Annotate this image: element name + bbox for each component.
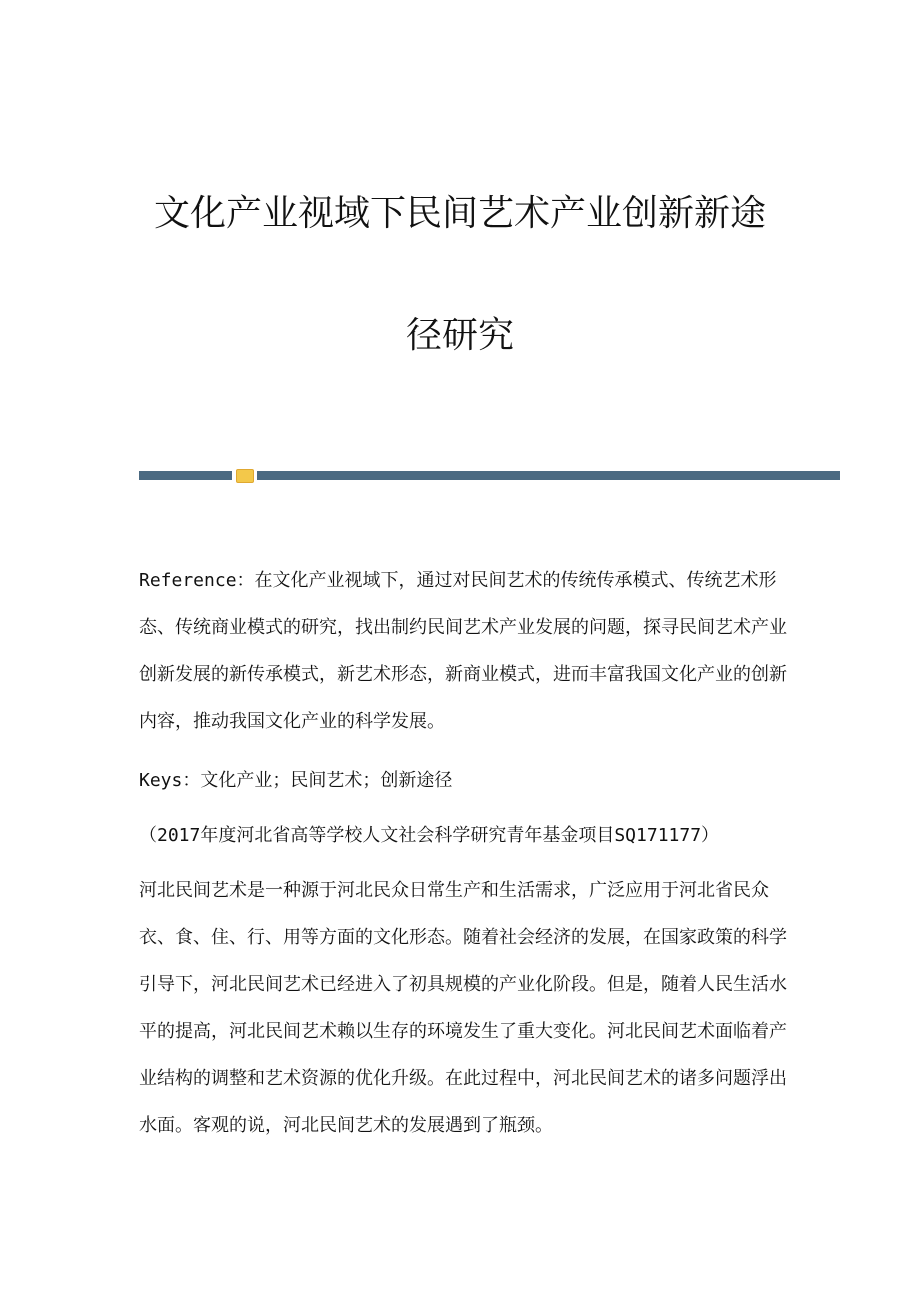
fund-note: （2017年度河北省高等学校人文社会科学研究青年基金项目SQ171177） <box>139 825 720 846</box>
body-paragraph: 河北民间艺术是一种源于河北民众日常生产和生活需求，广泛应用于河北省民众衣、食、住、行、用等方面的文化形态。随着社会经济的发展，在国家政策的科学引导下，河北民间艺术已经进入了初具规模的产业化阶段。但是，随着人民生活水平的提高，河北民间艺术赖以生存的环境发生了重大变化。河北民间艺术面临着产业结构的调整和艺术资源的优化升级。在此过程中，河北民间艺术的诸多问题浮出水面。客观的说，河北民间艺术的发展遇到了瓶颈。 <box>139 880 787 1136</box>
keywords: Keys：文化产业；民间艺术；创新途径 <box>139 770 453 791</box>
abstract-paragraph: Reference：在文化产业视域下，通过对民间艺术的传统传承模式、传统艺术形态、传统商业模式的研究，找出制约民间艺术产业发展的问题，探寻民间艺术产业创新发展的新传承模式，新艺术形态，新商业模式，进而丰富我国文化产业的创新内容，推动我国文化产业的科学发展。 <box>139 570 787 732</box>
divider-right <box>257 471 840 480</box>
envelope-icon <box>236 469 254 483</box>
divider-left <box>139 471 232 480</box>
title-line-2: 径研究 <box>405 315 514 356</box>
title-line-1: 文化产业视域下民间艺术产业创新新途 <box>153 193 766 234</box>
